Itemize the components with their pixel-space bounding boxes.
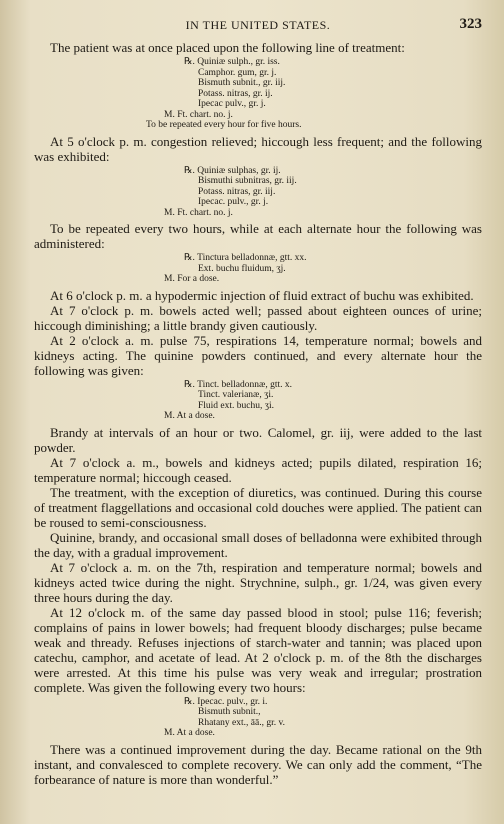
prescription	[34, 380, 482, 422]
paragraph: There was a continued improvement during the day. Became rational on the 9th instant, and convalesced to complete recovery. We can only add the comment, “The forbearance of nature is more than wonderful.”	[34, 741, 482, 787]
prescription-line: Ipecac pulv., gr. j.	[198, 99, 266, 109]
prescription-line: ℞. Quiniæ sulphas, gr. ij.	[184, 165, 281, 176]
prescription	[34, 166, 482, 219]
prescription-line: M. Ft. chart. no. j.	[164, 109, 233, 120]
prescription-line: Bismuthi subnitras, gr. iij.	[198, 176, 297, 186]
paragraph: At 2 o'clock a. m. pulse 75, respirations 14, temperature normal; bowels and kidneys acting. The quinine powders continued, and every alternate hour the following was given:	[34, 332, 482, 378]
prescription	[34, 57, 482, 131]
prescription-line: Bismuth subnit., gr. iij.	[198, 78, 286, 88]
paragraph: The patient was at once placed upon the following line of treatment:	[50, 40, 405, 55]
prescription-line: ℞. Tinctura belladonnæ, gtt. xx.	[184, 253, 307, 263]
prescription-line: Camphor. gum, gr. j.	[198, 67, 277, 78]
prescription-line: ℞. Quiniæ sulph., gr. iss.	[184, 57, 280, 67]
prescription-line: Potass. nitras, gr. iij.	[198, 186, 276, 197]
paragraph: Brandy at intervals of an hour or two. Calomel, gr. iij, were added to the last powder.	[34, 424, 482, 455]
prescription	[34, 697, 482, 739]
running-header	[34, 14, 482, 34]
prescription-line: Ipecac. pulv., gr. j.	[198, 197, 269, 207]
paragraph: At 6 o'clock p. m. a hypodermic injection of fluid extract of buchu was exhibited.	[50, 287, 474, 303]
paragraph: At 7 o'clock a. m., bowels and kidneys acted; pupils dilated, respiration 16; temperature normal; hiccough ceased.	[34, 454, 482, 485]
paragraph: Quinine, brandy, and occasional small doses of belladonna were exhibited through the day, with a gradual improvement.	[34, 529, 482, 560]
prescription-line: M. At a dose.	[164, 728, 215, 738]
prescription-line: Bismuth subnit.,	[198, 707, 261, 717]
paragraph: At 7 o'clock p. m. bowels acted well; passed about eighteen ounces of urine; hiccough diminishing; a little brandy given cautiously.	[34, 302, 482, 333]
page-number: 323	[459, 16, 482, 32]
prescription-line: M. At a dose.	[164, 411, 215, 421]
prescription-line: ℞. Ipecac. pulv., gr. i.	[184, 696, 268, 707]
prescription	[34, 253, 482, 285]
paragraph: At 7 o'clock a. m. on the 7th, respiration and temperature normal; bowels and kidneys acted twice during the night. Strychnine, sulph., gr. 1/24, was given every three hours during the day.	[34, 559, 482, 605]
prescription-line: Tinct. valerianæ, ʒi.	[198, 390, 274, 400]
prescription-line: M. For a dose.	[164, 274, 220, 284]
prescription-line: Potass. nitras, gr. ij.	[198, 88, 273, 99]
prescription-line: ℞. Tinct. belladonnæ, gtt. x.	[184, 379, 293, 390]
paragraph: To be repeated every two hours, while at each alternate hour the following was administered:	[34, 221, 482, 251]
prescription-line: To be repeated every hour for five hours.	[146, 120, 302, 130]
paragraph: The treatment, with the exception of diuretics, was continued. During this course of treatment flaggellations and occasional cold douches were applied. The patient can be roused to semi-consciousness.	[34, 484, 482, 530]
paragraph: At 12 o'clock m. of the same day passed blood in stool; pulse 116; feverish; complains of pains in lower bowels; had frequent bloody discharges; pulse became weak and thready. Refuses injections of starch-water and tannin; was placed upon catechu, camphor, and acetate of lead. At 2 o'clock p. m. of the 8th the discharges were arrested. At this time his pulse was very weak and irregular; prostration complete. Was given the following every two hours:	[34, 604, 482, 695]
prescription-line: M. Ft. chart. no. j.	[164, 207, 233, 218]
prescription-line: Rhatany ext., āā., gr. v.	[198, 717, 285, 728]
prescription-line: Fluid ext. buchu, ʒi.	[198, 400, 274, 411]
page-body	[34, 40, 482, 787]
prescription-line: Ext. buchu fluidum, ʒj.	[198, 263, 286, 274]
running-title: IN THE UNITED STATES.	[185, 18, 331, 32]
paragraph: At 5 o'clock p. m. congestion relieved; hiccough less frequent; and the following was exhibited:	[34, 133, 482, 164]
